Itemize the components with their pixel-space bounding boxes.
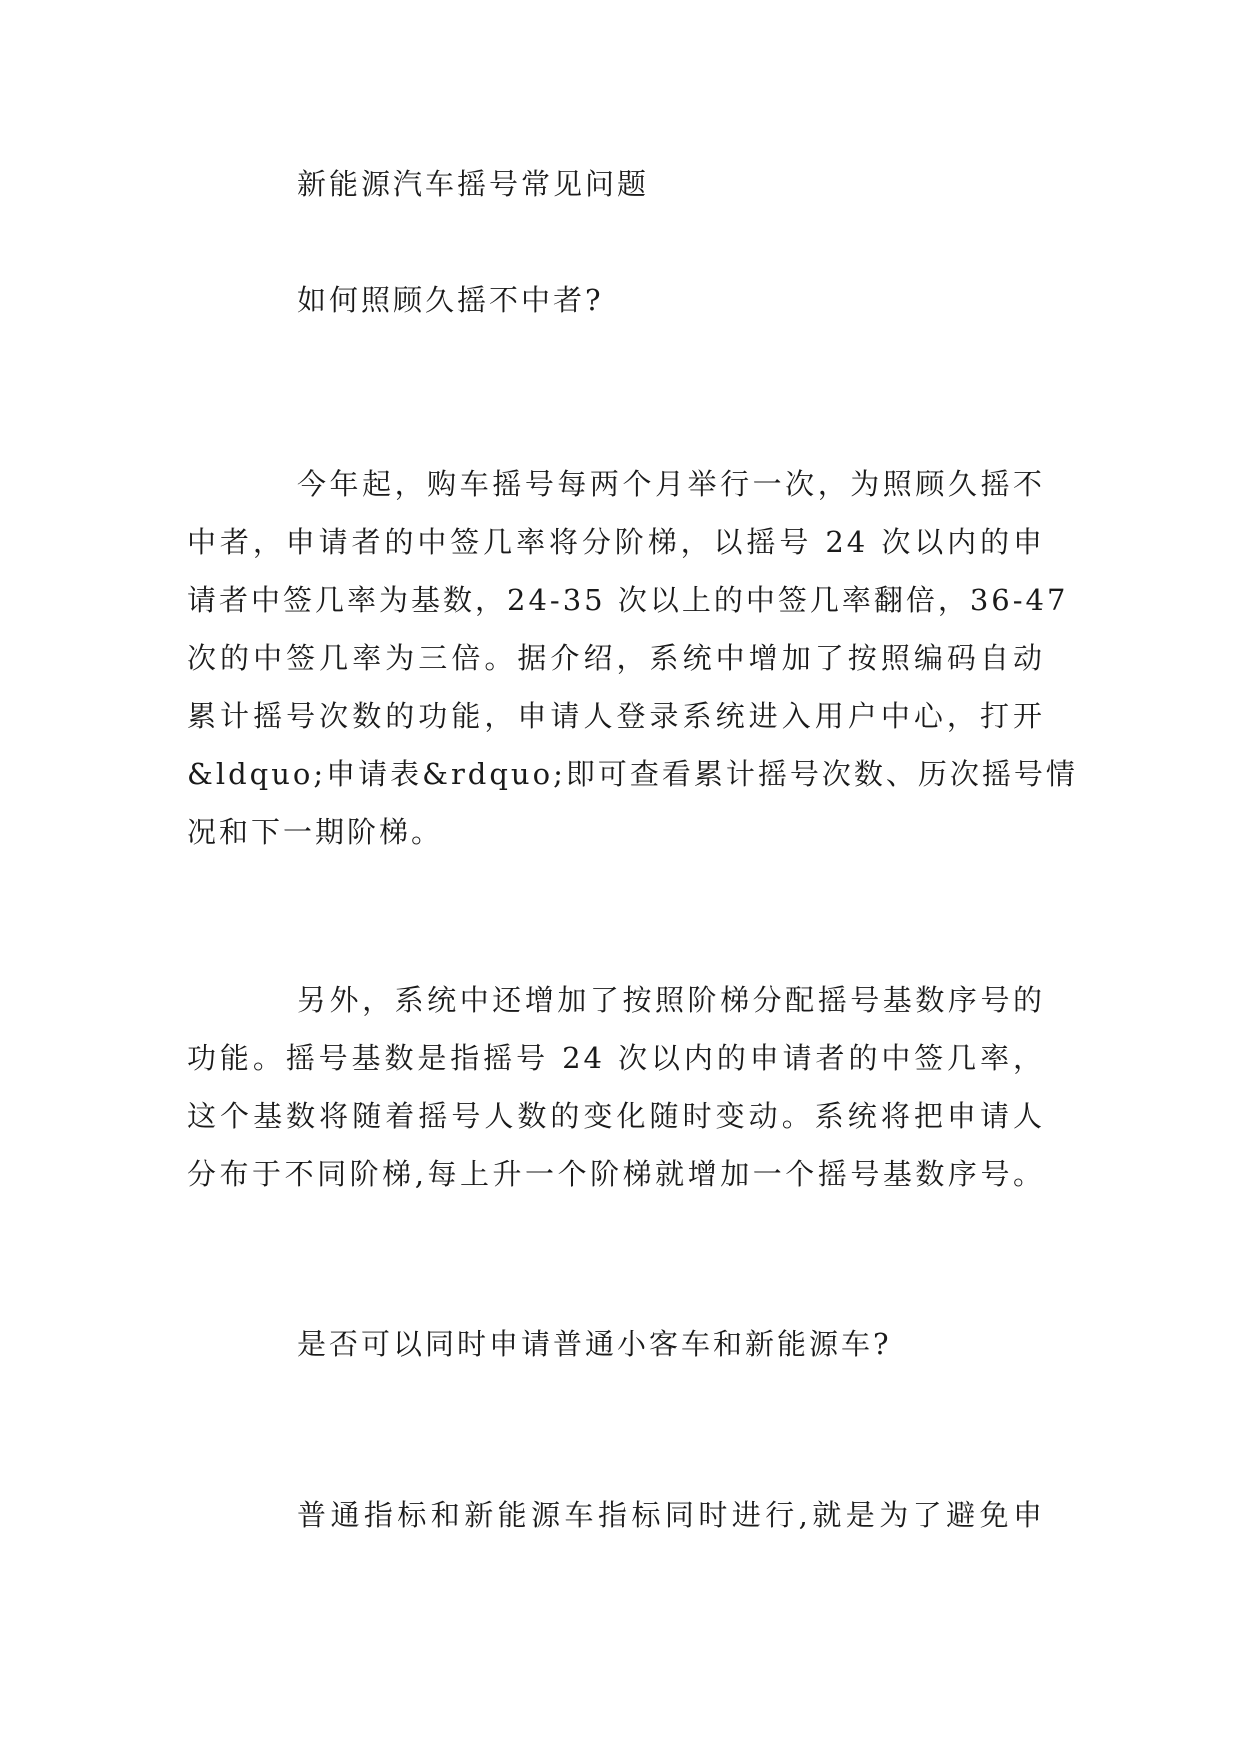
paragraph-line: 况和下一期阶梯。 <box>187 815 444 849</box>
paragraph-line: 今年起，购车摇号每两个月举行一次，为照顾久摇不 <box>297 467 1045 501</box>
document-title: 新能源汽车摇号常见问题 <box>297 167 650 201</box>
paragraph-line: 请者中签几率为基数，24-35 次以上的中签几率翻倍，36-47 <box>187 583 1069 617</box>
paragraph-line: 累计摇号次数的功能，申请人登录系统进入用户中心，打开 <box>187 699 1045 733</box>
paragraph-line: 次的中签几率为三倍。据介绍，系统中增加了按照编码自动 <box>187 641 1045 675</box>
paragraph-line: 这个基数将随着摇号人数的变化随时变动。系统将把申请人 <box>187 1099 1045 1133</box>
paragraph-line: 分布于不同阶梯,每上升一个阶梯就增加一个摇号基数序号。 <box>187 1157 1045 1191</box>
question-heading: 是否可以同时申请普通小客车和新能源车? <box>297 1327 892 1361</box>
paragraph-line: 普通指标和新能源车指标同时进行,就是为了避免申 <box>297 1498 1045 1532</box>
question-heading: 如何照顾久摇不中者? <box>297 283 604 317</box>
paragraph-line: &ldquo;申请表&rdquo;即可查看累计摇号次数、历次摇号情 <box>187 757 1078 791</box>
paragraph-line: 另外，系统中还增加了按照阶梯分配摇号基数序号的 <box>297 983 1045 1017</box>
paragraph-line: 功能。摇号基数是指摇号 24 次以内的申请者的中签几率， <box>187 1041 1045 1075</box>
paragraph-line: 中者，申请者的中签几率将分阶梯，以摇号 24 次以内的申 <box>187 525 1045 559</box>
